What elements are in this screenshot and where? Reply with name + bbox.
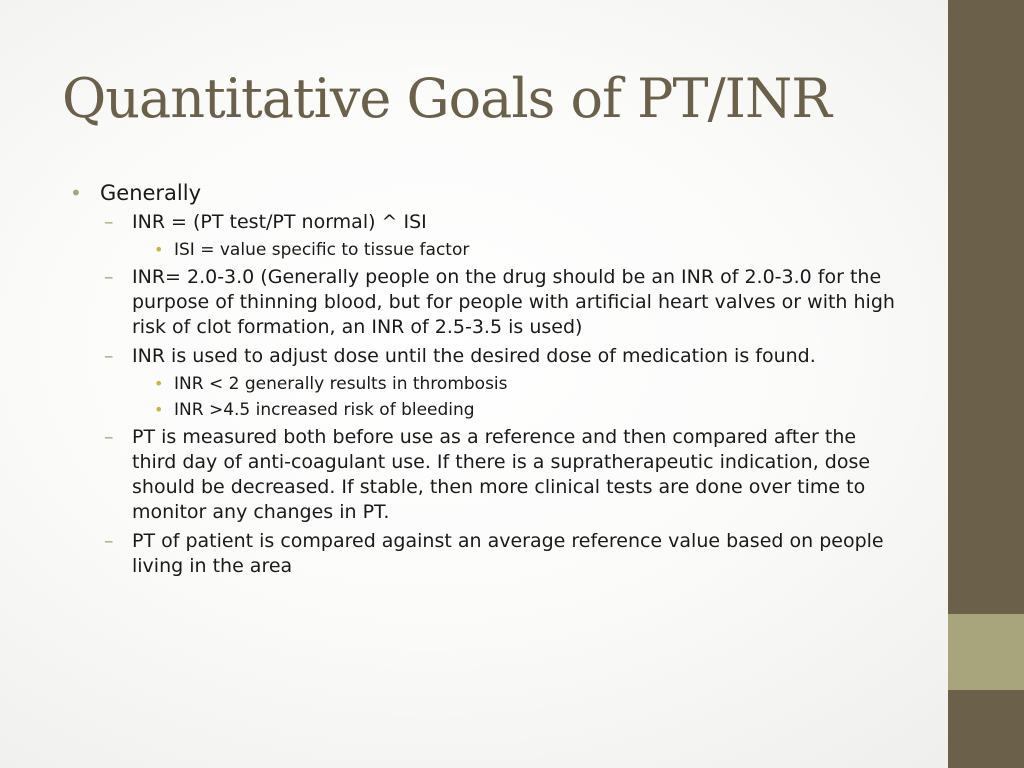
bullet-dot-icon: • [154,240,164,259]
bullet-inr-adjust [70,344,900,369]
bullet-text: INR= 2.0-3.0 (Generally people on the drug should be an INR of 2.0-3.0 for the purpose of thinning blood, but for people with artificial heart valves or with high risk of clot formation, an INR of 2.5-3.5 is used) [132,266,895,338]
bullet-pt-compared [70,529,900,579]
bullet-text: PT of patient is compared against an average reference value based on people living in the area [132,530,884,577]
bullet-dot-icon: • [154,400,164,419]
bullet-text: Generally [100,181,202,205]
bullet-text: INR is used to adjust dose until the desired dose of medication is found. [132,345,816,367]
bullet-generally [70,180,900,206]
bullet-dash-icon: – [104,211,114,233]
bullet-pt-measured [70,425,900,525]
bullet-text: INR >4.5 increased risk of bleeding [174,400,475,420]
bullet-dot-icon: • [70,181,82,205]
bullet-dash-icon: – [104,426,114,448]
bullet-text: INR < 2 generally results in thrombosis [174,374,508,394]
bullet-text: PT is measured both before use as a reference and then compared after the third day of anti-coagulant use. If there is a supratherapeutic indication, dose should be decreased. If stable, then more clinical tests are done over time to monitor any changes in PT. [132,426,871,523]
bullet-dash-icon: – [104,266,114,288]
bullet-list [70,180,900,579]
bullet-dash-icon: – [104,345,114,367]
slide-content [70,180,900,579]
bullet-dot-icon: • [154,374,164,393]
bullet-inr-high [70,399,900,421]
side-accent-block [948,614,1024,690]
slide-title: Quantitative Goals of PT/INR [62,67,831,130]
bullet-inr-low [70,373,900,395]
bullet-inr-formula [70,210,900,235]
bullet-inr-range [70,265,900,340]
bullet-text: INR = (PT test/PT normal) ^ ISI [132,211,427,233]
bullet-dash-icon: – [104,530,114,552]
bullet-text: ISI = value specific to tissue factor [174,240,470,260]
bullet-isi-definition [70,239,900,261]
